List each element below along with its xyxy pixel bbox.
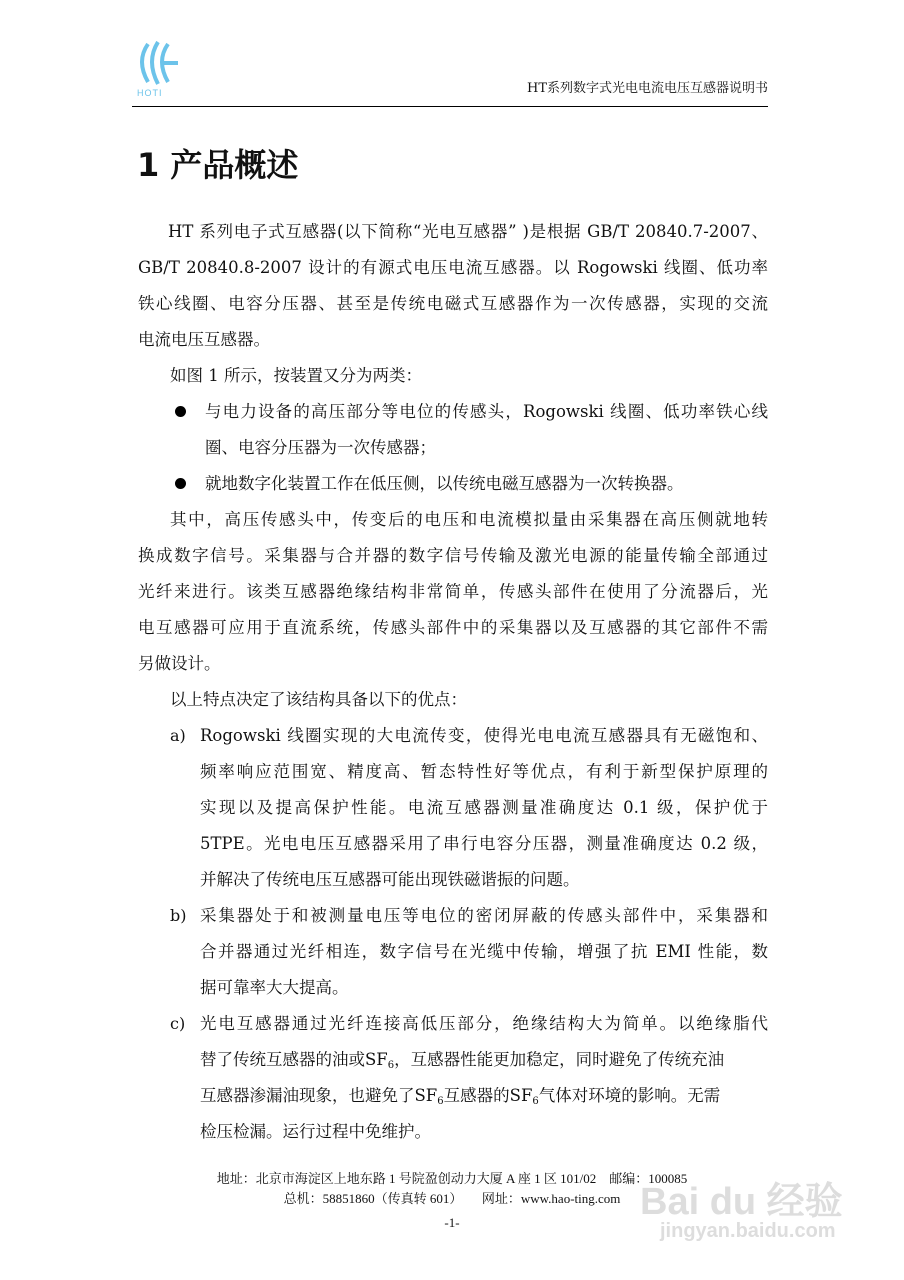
text-line: [138, 292, 768, 316]
text-line: [205, 436, 436, 460]
text-line: [200, 1120, 431, 1144]
text-segment: HT 系列电子式互感器(以下简称“光电互感器” )是根据 GB/T 20840.7-2007、: [168, 222, 768, 241]
text-line: [170, 364, 422, 388]
footer-contact: 总机：58851860（传真转 601） 网址：www.hao-ting.com: [283, 1191, 621, 1206]
text-line: [138, 256, 768, 280]
text-segment: 以上特点决定了该结构具备以下的优点：: [170, 690, 467, 709]
text-segment: 采集器处于和被测量电压等电位的密闭屏蔽的传感头部件中，采集器和: [200, 906, 768, 925]
section-heading: 1 产品概述: [137, 146, 299, 184]
text-segment: 换成数字信号。采集器与合并器的数字信号传输及激光电源的能量传输全部通过: [138, 546, 768, 565]
text-segment: 互感器的SF: [443, 1086, 533, 1105]
text-line: [138, 328, 270, 352]
text-line: [170, 688, 467, 712]
text-segment: GB/T 20840.8-2007 设计的有源式电压电流互感器。以 Rogowski 线圈、低功率: [138, 258, 768, 277]
subscript: 6: [437, 1096, 444, 1107]
text-segment: 气体对环境的影响。无需: [538, 1086, 721, 1105]
subscript: 6: [387, 1060, 395, 1071]
watermark-url: jingyan.baidu.com: [660, 1220, 836, 1242]
text-line: [200, 724, 768, 748]
text-line: [205, 472, 684, 496]
text-segment: 并解决了传统电压互感器可能出现铁磁谐振的问题。: [200, 870, 580, 889]
list-marker: c): [170, 1014, 186, 1033]
text-line: [138, 652, 221, 676]
text-segment: 其中，高压传感头中，传变后的电压和电流模拟量由采集器在高压侧就地转: [170, 510, 768, 529]
text-segment: 替了传统互感器的油或SF: [200, 1050, 388, 1069]
text-segment: Rogowski 线圈实现的大电流传变，使得光电电流互感器具有无磁饱和、: [200, 726, 768, 745]
text-line: [200, 976, 349, 1000]
text-segment: 圈、电容分压器为一次传感器；: [205, 438, 436, 457]
text-segment: 据可靠率大大提高。: [200, 978, 349, 997]
text-line: [200, 796, 768, 820]
text-segment: 电流电压互感器。: [138, 330, 270, 349]
text-segment: 光电互感器通过光纤连接高低压部分，绝缘结构大为简单。以绝缘脂代: [200, 1014, 768, 1033]
text-segment: 合并器通过光纤相连，数字信号在光缆中传输，增强了抗 EMI 性能，数: [200, 942, 768, 961]
text-line: [205, 400, 768, 424]
footer-address: 地址：北京市海淀区上地东路 1 号院盈创动力大厦 A 座 1 区 101/02 邮编：100085: [216, 1171, 688, 1186]
text-segment: 频率响应范围宽、精度高、暂态特性好等优点，有利于新型保护原理的: [200, 762, 768, 781]
text-segment: 另做设计。: [138, 654, 221, 673]
header-divider: [132, 106, 768, 107]
bullet-icon: [175, 478, 186, 489]
text-segment: 铁心线圈、电容分压器、甚至是传统电磁式互感器作为一次传感器，实现的交流: [138, 294, 768, 313]
text-line: [200, 760, 768, 784]
text-line: [200, 832, 768, 856]
text-segment: 光纤来进行。该类互感器绝缘结构非常简单，传感头部件在使用了分流器后，光: [138, 582, 768, 601]
text-segment: 电互感器可应用于直流系统，传感头部件中的采集器以及互感器的其它部件不需: [138, 618, 768, 637]
text-segment: 互感器渗漏油现象，也避免了SF: [200, 1086, 438, 1105]
text-line: [168, 220, 768, 244]
subscript: 6: [532, 1096, 539, 1107]
text-line: [200, 868, 580, 892]
logo-text: HOTI: [137, 88, 163, 98]
page-number: -1-: [444, 1215, 460, 1230]
text-segment: 检压检漏。运行过程中免维护。: [200, 1122, 431, 1141]
text-segment: ，互感器性能更加稳定，同时避免了传统充油: [394, 1050, 725, 1069]
text-segment: 实现以及提高保护性能。电流互感器测量准确度达 0.1 级，保护优于: [200, 798, 768, 817]
text-line: [170, 508, 768, 532]
bullet-icon: [175, 406, 186, 417]
text-line: [138, 580, 768, 604]
text-line: [200, 1048, 724, 1072]
text-line: [200, 904, 768, 928]
list-marker: b): [170, 906, 187, 925]
text-line: [200, 1012, 768, 1036]
list-marker: a): [170, 726, 186, 745]
text-segment: 5TPE。光电电压互感器采用了串行电容分压器，测量准确度达 0.2 级，: [200, 834, 768, 853]
text-line: [138, 616, 768, 640]
text-segment: 就地数字化装置工作在低压侧，以传统电磁互感器为一次转换器。: [205, 474, 684, 493]
watermark-brand: Bai du 经验: [640, 1181, 843, 1223]
text-line: [138, 544, 768, 568]
text-line: [200, 940, 768, 964]
text-segment: 如图 1 所示，按装置又分为两类：: [170, 366, 422, 385]
header-title: HT系列数字式光电电流电压互感器说明书: [526, 81, 768, 96]
text-line: [200, 1084, 720, 1108]
hoti-logo-icon: [134, 36, 184, 96]
text-segment: 与电力设备的高压部分等电位的传感头，Rogowski 线圈、低功率铁心线: [205, 402, 768, 421]
